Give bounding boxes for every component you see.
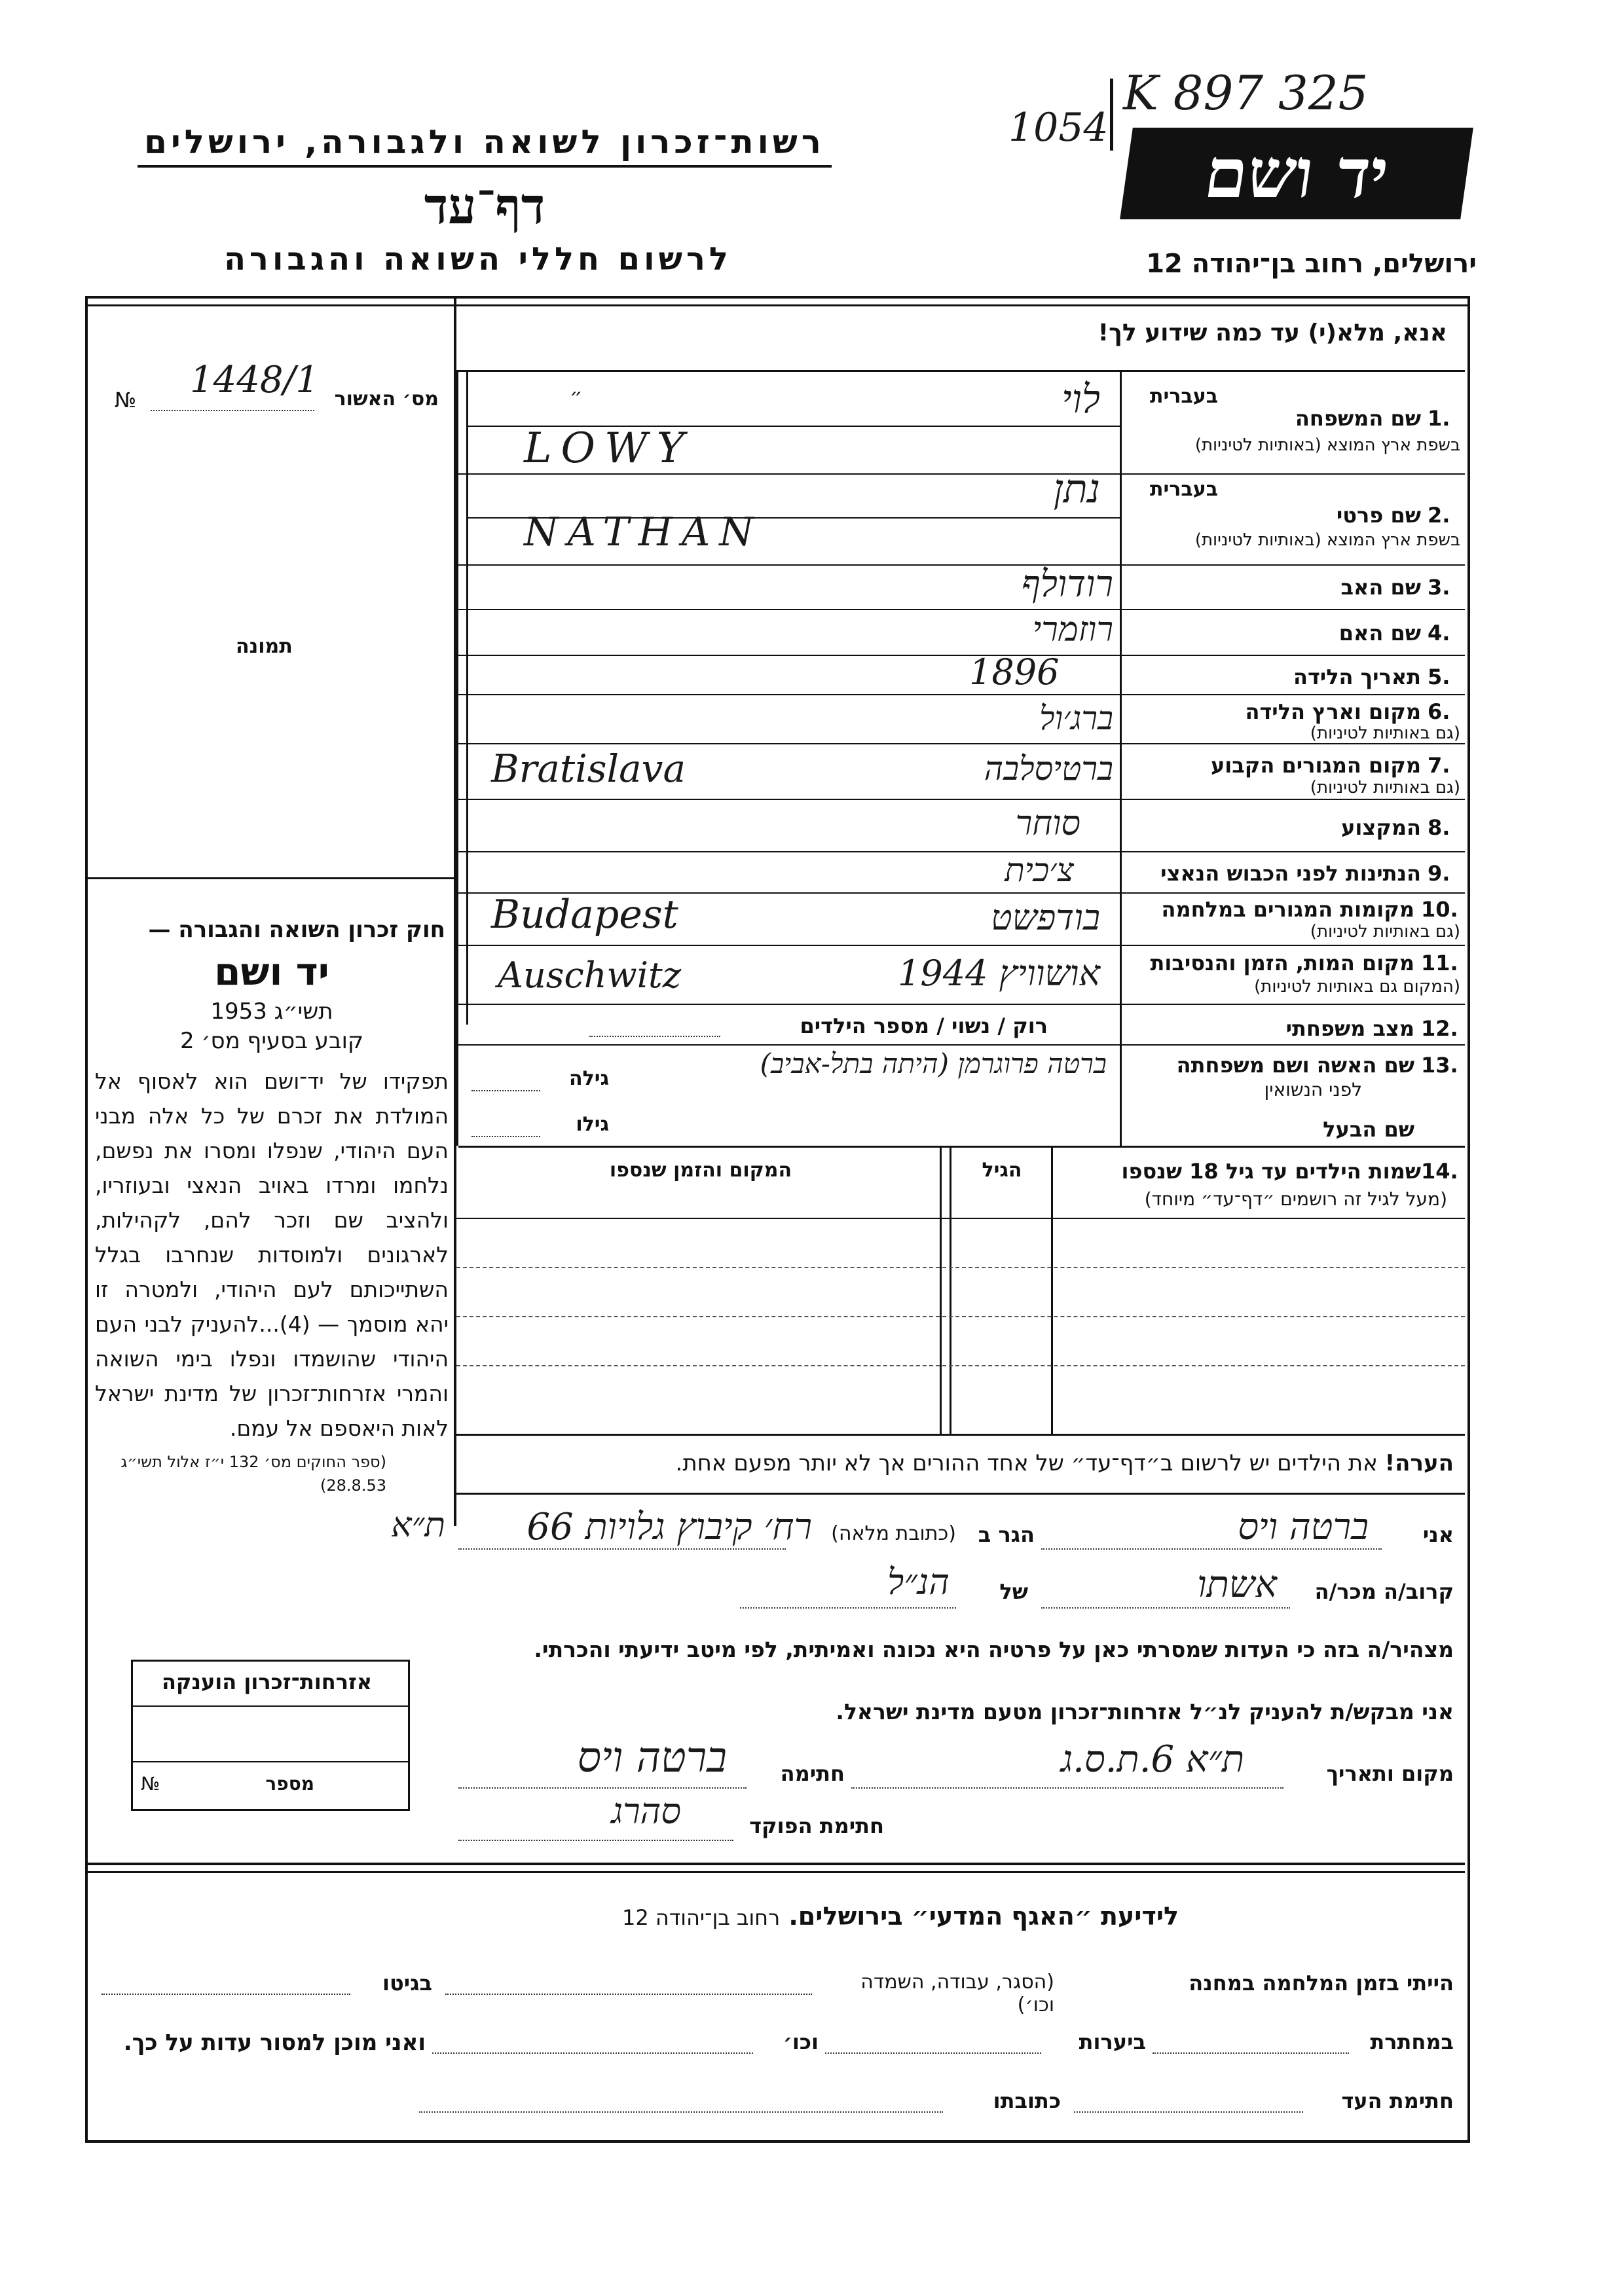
row-line-10 bbox=[458, 945, 1465, 946]
bottom-line3-b: כתובתו bbox=[993, 2088, 1061, 2113]
signature-value: ברטה ויס bbox=[577, 1734, 727, 1782]
form-subtitle: לרשום חללי השואה והגבורה bbox=[224, 241, 732, 278]
bottom-line2-forest-field bbox=[825, 2052, 1041, 2054]
field-11-number: 11. bbox=[1421, 951, 1458, 975]
field-12-label: מצב משפחתי bbox=[1285, 1016, 1414, 1041]
field-10-value-hebrew: בודפשט bbox=[991, 897, 1100, 938]
ref-divider bbox=[1110, 79, 1113, 151]
bottom-section-divider-2 bbox=[88, 1871, 1465, 1873]
officer-signature: סהרג bbox=[611, 1791, 681, 1832]
intro-divider bbox=[456, 370, 1465, 372]
officer-line bbox=[458, 1840, 733, 1841]
signature-label: חתימה bbox=[780, 1761, 845, 1786]
children-header-line bbox=[456, 1218, 1465, 1219]
officer-label: חתימת הפוקד bbox=[749, 1813, 884, 1838]
children-row-line-3 bbox=[456, 1365, 1465, 1366]
photo-label: תמונה bbox=[236, 635, 293, 658]
husband-age-line bbox=[471, 1136, 540, 1137]
frame-inner-top bbox=[85, 304, 1467, 306]
relation-label: קרוב/ה מכר/ה bbox=[1314, 1579, 1454, 1604]
field-6-label: מקום וארץ הלידה bbox=[1245, 699, 1421, 724]
field-9-number: 9. bbox=[1428, 861, 1450, 886]
citizenship-title-line bbox=[131, 1705, 408, 1707]
bottom-line3-signature-field bbox=[1074, 2111, 1303, 2113]
children-col-divider-3 bbox=[950, 1147, 951, 1435]
place-date-line bbox=[851, 1787, 1283, 1789]
bottom-title-address: רחוב בן־יהודה 12 bbox=[621, 1905, 781, 1930]
field-12-options: רוק / נשוי / מספר הילדים bbox=[800, 1013, 1048, 1038]
field-1-yod-mark: ״ bbox=[570, 385, 583, 408]
declarant-ani: אני bbox=[1422, 1522, 1454, 1547]
bottom-section-divider-1 bbox=[88, 1863, 1465, 1865]
of-line bbox=[740, 1607, 956, 1609]
field-13-value: ברטה פרוגרמן (היתה בתל-אביב) bbox=[760, 1048, 1107, 1080]
bottom-line2-d: ואני מוכן למסור עדות על כך. bbox=[123, 2030, 426, 2056]
row-line-5 bbox=[458, 694, 1465, 695]
bottom-line2-c: וכו׳ bbox=[783, 2030, 819, 2054]
field-13-label: שם האשה ושם משפחתה bbox=[1176, 1053, 1414, 1078]
law-logo: יד ושם bbox=[214, 949, 329, 994]
photo-divider bbox=[88, 877, 454, 879]
bottom-line1-a: הייתי בזמן המלחמה במחנה bbox=[1189, 1971, 1454, 1995]
field-4-number: 4. bbox=[1428, 621, 1450, 646]
field-4-label: שם האם bbox=[1338, 621, 1421, 646]
field-2-tag: בעברית bbox=[1150, 478, 1218, 501]
field-11-value-latin: Auschwitz bbox=[498, 955, 682, 996]
approval-number-line bbox=[151, 410, 314, 411]
field-13-sub: לפני הנשואין bbox=[1264, 1079, 1362, 1101]
row-line-13 bbox=[458, 1146, 1465, 1148]
approval-no-sign: № bbox=[115, 388, 137, 412]
declarant-name-line bbox=[1041, 1548, 1382, 1550]
field-1-value-latin: LOWY bbox=[524, 424, 693, 473]
field-11-sub: (המקום גם באותיות לטיניות) bbox=[1254, 977, 1460, 996]
field-7-sub: (גם באותיות לטיניות) bbox=[1310, 778, 1460, 797]
children-sub: (מעל לגיל זה רושמים ״דף־עד״ מיוחד) bbox=[1144, 1188, 1447, 1210]
field-10-number: 10. bbox=[1421, 897, 1458, 922]
declarant-name: ברטה ויס bbox=[1238, 1506, 1369, 1548]
authority-title: רשות־זכרון לשואה ולגבורה, ירושלים bbox=[144, 123, 825, 161]
row-line-11 bbox=[458, 1004, 1465, 1005]
note-bottom-line bbox=[456, 1493, 1465, 1495]
field-11-value-hebrew: אושוויץ 1944 bbox=[898, 953, 1100, 994]
children-row-line-1 bbox=[456, 1267, 1465, 1268]
bottom-title bbox=[458, 1902, 1179, 1931]
label-column-divider bbox=[1120, 370, 1122, 1146]
law-title: חוק זכרון השואה והגבורה — bbox=[148, 917, 445, 943]
field-1-label: שם המשפחה bbox=[1295, 406, 1421, 431]
children-bottom-line bbox=[456, 1434, 1465, 1436]
field-7-number: 7. bbox=[1428, 753, 1450, 778]
of-label: של bbox=[999, 1579, 1028, 1604]
bottom-line1-b: (הסגר, עבודה, השמדה וכו׳) bbox=[860, 1971, 1054, 2016]
authority-underline bbox=[138, 165, 832, 168]
citizenship-title: אזרחות־זכרון הוענקה bbox=[161, 1669, 373, 1694]
field-3-label: שם האב bbox=[1340, 575, 1421, 600]
request-text: אני מבקש/ת להעניק לנ״ל אזרחות־זכרון מטעם מדינת ישראל. bbox=[836, 1699, 1454, 1724]
bottom-title-main: לידיעת ״האגף המדעי״ בירושלים. bbox=[788, 1902, 1179, 1931]
husband-age-label: גילו bbox=[576, 1113, 609, 1136]
field-1-value-hebrew: לוי bbox=[1061, 376, 1100, 422]
row-line-7 bbox=[458, 799, 1465, 800]
signature-line bbox=[458, 1787, 747, 1789]
law-year: תשי״ג 1953 bbox=[210, 998, 333, 1025]
row-line-12 bbox=[458, 1044, 1465, 1046]
bottom-line3-a: חתימת העד bbox=[1341, 2088, 1454, 2113]
field-2-sub: בשפת ארץ המוצא (באותיות לטיניות) bbox=[1194, 530, 1460, 550]
field-5-number: 5. bbox=[1428, 665, 1450, 689]
declarant-city: ת״א bbox=[391, 1506, 445, 1545]
field-6-value: ברג׳ול bbox=[1039, 699, 1113, 737]
declarant-address-line bbox=[458, 1548, 786, 1550]
children-number: 14. bbox=[1421, 1159, 1458, 1184]
bottom-line1-c: בגיטו bbox=[382, 1971, 432, 1995]
handwritten-archive-number: K 897 325 bbox=[1123, 65, 1369, 120]
bottom-line2-b: ביערות bbox=[1079, 2030, 1146, 2054]
bottom-line2-etc-field bbox=[432, 2052, 753, 2054]
field-13-age-label: גילה bbox=[569, 1067, 609, 1090]
approval-number-value: 1448/1 bbox=[190, 359, 320, 401]
field-11-label: מקום המות, הזמן והנסיבות bbox=[1150, 951, 1414, 975]
field-7-value-latin: Bratislava bbox=[491, 746, 686, 791]
law-citation: (ספר החוקים מס׳ 132 י״ז אלול תשי״ג 28.8.53) bbox=[120, 1453, 386, 1495]
citizenship-bottom-line bbox=[131, 1761, 408, 1762]
bottom-line1-ghetto-field bbox=[101, 1994, 350, 1995]
bottom-line3-address-field bbox=[419, 2111, 943, 2113]
field-13-age-line bbox=[471, 1090, 540, 1091]
field-2-label: שם פרטי bbox=[1336, 503, 1421, 528]
row-line-4 bbox=[458, 655, 1465, 656]
field-8-number: 8. bbox=[1428, 815, 1450, 840]
children-row-line-2 bbox=[456, 1316, 1465, 1317]
form-title: דף־עד bbox=[424, 177, 545, 235]
field-3-value: רודולף bbox=[1021, 563, 1113, 606]
children-col-place: המקום והזמן שנספו bbox=[609, 1159, 792, 1182]
bottom-line2-a: במחתרת bbox=[1370, 2030, 1454, 2054]
field-5-label: תאריך הלידה bbox=[1293, 665, 1421, 689]
field-1-sub: בשפת ארץ המוצא (באותיות לטיניות) bbox=[1194, 435, 1460, 455]
relation-line bbox=[1041, 1607, 1290, 1609]
citizenship-number-label: מספר bbox=[265, 1773, 314, 1795]
bottom-line2-underground-field bbox=[1153, 2052, 1349, 2054]
bottom-line1-camp-field bbox=[445, 1994, 812, 1995]
field-6-number: 6. bbox=[1428, 699, 1450, 724]
field-7-label: מקום המגורים הקבוע bbox=[1210, 753, 1421, 778]
intro-line: אנא, מלא(י) עד כמה שידוע לך! bbox=[1098, 319, 1447, 346]
value-column-left-border bbox=[456, 370, 458, 1146]
logo-text: יד ושם bbox=[1200, 133, 1394, 213]
row-line-6 bbox=[458, 743, 1465, 744]
of-value: הנ״ל bbox=[887, 1561, 950, 1603]
field-9-label: הנתינות לפני הכבוש הנאצי bbox=[1160, 861, 1421, 886]
field-13-number: 13. bbox=[1421, 1053, 1458, 1078]
relation-value: אשתו bbox=[1197, 1563, 1277, 1606]
children-label: שמות הילדים עד גיל 18 שנספו bbox=[1121, 1159, 1421, 1184]
note-body: את הילדים יש לרשום ב״דף־עד״ של אחד ההורים אך לא יותר מפעם אחת. bbox=[675, 1450, 1378, 1476]
approval-label: מס׳ האשור bbox=[334, 388, 439, 410]
law-clause: קובע בסעיף מס׳ 2 bbox=[179, 1028, 364, 1054]
husband-label: שם הבעל bbox=[1323, 1117, 1414, 1142]
place-date-label: מקום ותאריך bbox=[1326, 1761, 1454, 1786]
children-col-divider-1 bbox=[1051, 1147, 1053, 1435]
declarant-address-hint: (כתובת מלאה) bbox=[831, 1522, 956, 1545]
field-1-number: 1. bbox=[1428, 406, 1450, 431]
field-12-line bbox=[589, 1036, 720, 1037]
field-2-value-latin: NATHAN bbox=[524, 509, 763, 555]
field-8-value: סוחר bbox=[1015, 804, 1080, 843]
field-10-label: מקומות המגורים במלחמה bbox=[1161, 897, 1414, 922]
field-1-tag: בעברית bbox=[1150, 385, 1218, 408]
children-col-divider-2 bbox=[940, 1147, 942, 1435]
yad-vashem-logo bbox=[1120, 128, 1473, 219]
field-2-value-hebrew: נתן bbox=[1053, 466, 1100, 512]
note-text bbox=[458, 1450, 1454, 1476]
field-3-number: 3. bbox=[1428, 575, 1450, 600]
field-6-sub: (גם באותיות לטיניות) bbox=[1310, 723, 1460, 743]
field-5-value: 1896 bbox=[969, 651, 1060, 693]
address-header: ירושלים, רחוב בן־יהודה 12 bbox=[1146, 249, 1477, 279]
declarant-address: רח׳ קיבוץ גלויות 66 bbox=[526, 1506, 812, 1548]
field-10-value-latin: Budapest bbox=[491, 892, 678, 938]
declarant-lives: הגר ב bbox=[978, 1522, 1035, 1547]
citizenship-no-sign: № bbox=[141, 1773, 160, 1795]
field-2-number: 2. bbox=[1428, 503, 1450, 528]
field-10-sub: (גם באותיות לטיניות) bbox=[1310, 922, 1460, 941]
value-column-left-border-2 bbox=[466, 370, 468, 1025]
place-date-value: ת״א 6.ת.ס.ג bbox=[1060, 1738, 1244, 1781]
note-label: הערה! bbox=[1384, 1450, 1454, 1476]
field-4-value: רוזמרי bbox=[1032, 610, 1113, 649]
field-9-value: צ׳כית bbox=[1005, 851, 1074, 889]
field-8-label: המקצוע bbox=[1341, 815, 1421, 840]
children-col-age: הגיל bbox=[982, 1159, 1022, 1182]
handwritten-ref: 1054 bbox=[1008, 105, 1109, 151]
declaration-text: מצהיר/ה בזה כי העדות שמסרתי כאן על פרטיה היא נכונה ואמיתית, לפי מיטב ידיעתי והכרתי. bbox=[534, 1637, 1454, 1662]
field-12-number: 12. bbox=[1421, 1016, 1458, 1041]
field-7-value-hebrew: ברטיסלבה bbox=[984, 750, 1113, 788]
law-text: תפקידו של יד־ושם הוא לאסוף אל המולדת את זכרם של כל אלה מבני העם היהודי, שנפלו ומסרו את נפשם, נלחמו ומרדו באויב הנאצי ובעוזריו, ולהציב שם וזכר להם, לקהילות, לארגונים ולמוסדות שנחרבו בגלל השתייכותם לעם היהודי, ולמטרה זו יהא מוסמך — (4)...להעניק לבני העם היהודי שהושמדו ונפלו בימי השואה והמרי אזרחות־זכרון של מדינת ישראל לאות היאספם אל עמם. bbox=[95, 1068, 449, 1441]
